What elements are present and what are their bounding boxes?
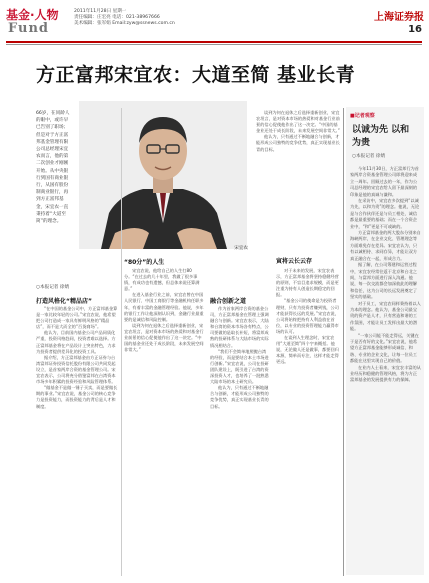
paragraph: 对于员工，宋宜农同样秉持着以人为本的理念。他认为，基金公司最宝贵的资产是人才，只有营造和谐的工作氛围，才能让员工发挥出最大的潜能。 xyxy=(350,300,421,332)
sidebar-divider xyxy=(343,108,344,576)
section-body-2 xyxy=(124,268,204,574)
sidebar-body xyxy=(350,166,421,571)
paragraph: 今年11月30日，方正富邦行为首家两岸合资基金管理公司即将迎来成立一周年。回顾过去的一年，作为公司总经理的宋宜农给人留下最深刻的印象是他的真诚与谦和。 xyxy=(350,166,419,197)
section-body-4 xyxy=(276,268,340,574)
paragraph: 对于未来的发展，宋宜农表示，方正富邦基金将坚持稳健经营的原则，不盲目追求规模，而是更注重为持有人创造长期稳定的回报。 xyxy=(276,268,339,298)
meta-email: 美术编辑：张军娟 Email:zyw@ssnews.com.cn xyxy=(74,21,175,26)
section-body-3 xyxy=(210,306,270,574)
section-body-3-top xyxy=(256,110,340,250)
paragraph: 谈到为何在退休之后选择重新创业，宋宜农坦言，是对资本市场的热爱和对基金行业前景的信心促使他作出了这一决定。“中国的基金业还处于成长阶段，未来发展空间非常大。” xyxy=(124,322,204,353)
paragraph: “基金公司的使命是为投资者理财，只有为投资者赚到钱，公司才能获得长远的发展。”宋宜农说，公司将始终把持有人利益放在首位，以专业的投资管理能力赢得市场的认可。 xyxy=(276,298,339,334)
meta-date: 2011年11月28日 星期一 xyxy=(74,9,127,14)
article-title: 方正富邦宋宜农：大道至简 基业长青 xyxy=(36,64,356,86)
paragraph: 他认为，只有通过不断地融合与创新，才能形成公司独特的竞争优势，真正实现基业长青的目标。 xyxy=(210,385,269,409)
meta-editor: 责任编辑：庄宏亮 电话：021-38967666 xyxy=(74,15,160,20)
section-heading-2: “80分”的人生 xyxy=(124,259,165,266)
paragraph: 他认为，目前国内基金公司产品同质化严重，投资风格趋同，投资者难以选择。方正富邦基金将在产品设计上突出特色，力求为投资者提供差异化的投资工具。 xyxy=(36,330,116,354)
paragraph: 在业内人士看来，宋宜农丰富的从业经历和稳健的管理风格，将为方正富邦基金的发展提供有力的保障。 xyxy=(350,364,421,383)
portrait-photo xyxy=(79,101,247,249)
paragraph: 在谈到人生理念时，宋宜农用“大道至简”四个字来概括。他说，无论做人还是做事，都要回归本源，简单而专注，这样才能走得更远。 xyxy=(276,335,339,365)
paragraph: 作为首家两岸合资的基金公司，方正富邦基金在管理上强调融合与创新。宋宜农表示，大陆和台湾的资本市场各有特点，公司要做的是取长补短，将富邦成熟的投研体系与大陆市场的实际情况相结合。 xyxy=(210,306,269,348)
section-name: 基金·人物 xyxy=(6,8,59,22)
paragraph: 在采访中，宋宜农多次提到“以诚为先，以和为贵”的理念。他说，无论是与合作伙伴还是与员工相处，诚信都是最重要的基础；而在一个合资企业中，“和”更是不可或缺的。 xyxy=(350,198,420,229)
article-intro: 66岁，在同龄人的眼中，或许早已告别了职场；但是对于方正富邦基金管理有限公司总经理宋宜农而言，他的第二次创业才刚刚开始。从中央银行到国有商业银行，从国有股份制商业银行，再到方正富邦基金，宋宜农一直秉持着“大道至简”的理念。 xyxy=(36,111,70,225)
sidebar-title: 以诚为先 以和为贵 xyxy=(352,125,410,148)
section-body-1 xyxy=(36,306,118,574)
paragraph: 宋宜农说，他给自己的人生打80分。“在过去的几十年里，我做了很多事情，有成功也有遗憾，但总体来说还算满意。” xyxy=(124,268,200,292)
section-heading-4: 寅将云长云存 xyxy=(276,258,313,265)
paragraph: 方正富邦基金的两大股东分别来自海峡两岸，在企业文化、管理理念等方面难免存在差异。宋宜农认为，只有以诚相待、求同存异，才能让双方真正融合在一起，形成合力。 xyxy=(350,230,421,261)
section-heading-3: 融合创新之道 xyxy=(210,298,247,305)
edition-meta xyxy=(74,9,264,27)
sidebar-author: ○本报记者 徐婧 xyxy=(352,154,386,159)
section-heading-1: 打造风格化“精品店” xyxy=(36,298,92,305)
page-number: 16 xyxy=(408,24,422,35)
paragraph: 谈到为何在退休之后选择重新创业，宋宜农坦言，是对资本市场的热爱和对基金行业前景的信心促使他作出了这一决定。“中国的基金业还处于成长阶段，未来发展空间非常大。” xyxy=(256,110,340,134)
header-rule xyxy=(6,41,422,43)
paragraph: 据介绍，方正富邦基金由方正证券与台湾富邦证券投资信托股份有限公司共同发起设立，是首家两岸合资的基金管理公司。宋宜农表示，公司将充分借鉴富邦在台湾资本市场多年积累的投资经验和风险管理体系。 xyxy=(36,354,116,385)
newspaper-brand: 上海证券报 xyxy=(374,12,424,23)
paragraph: 据了解，在公司筹建和运营过程中，宋宜农经常往返于北京和台北之间，与富邦方面进行深入沟通。他说，每一次交流都会加深彼此的理解和信任，这为公司的长远发展奠定了坚实的基础。 xyxy=(350,262,418,300)
header-rule-thin xyxy=(6,44,422,45)
paragraph: “我们不会简单地照搬台湾的经验，而是要结合本土市场进行创新。”宋宜农说，公司在投研团队建设上，既引进了台湾的资深投资人才，也培养了一批熟悉大陆市场的本土研究员。 xyxy=(210,348,269,385)
paragraph: “在中国的基金公司中，方正富邦基金算是一家比较年轻的公司。”宋宜农说，他希望把公司打造成一家具有鲜明风格的“精品店”，而不是大而全的“百货商场”。 xyxy=(36,306,118,330)
paragraph: “做基金不是做一锤子买卖，而是要做长期的事业。”宋宜农说，基金公司的核心竞争力是投资能力，而投资能力的背后是人才和制度。 xyxy=(36,385,118,409)
column-divider xyxy=(121,108,122,576)
sidebar-tag: ■记者观察 xyxy=(350,113,375,119)
article-author: ○本报记者 徐婧 xyxy=(36,285,70,290)
section-name-en: Fund xyxy=(8,21,49,36)
paragraph: 他认为，只有通过不断地融合与创新，才能形成公司独特的竞争优势，真正实现基业长青的目标。 xyxy=(256,134,340,152)
portrait-illustration xyxy=(79,101,247,249)
page-header xyxy=(6,6,424,40)
paragraph: 在进入基金行业之前，宋宜农曾在中国人民银行、中国工商银行等金融机构任职多年，有着丰富的金融管理经验。他说，多年的银行工作让他深刻认识到，金融行业最重要的是诚信和风险控制。 xyxy=(124,292,204,322)
paragraph: “一家公司能不能走得远，关键在于是否有好的文化。”宋宜农说，他希望方正富邦基金能够形成诚信、和谐、专业的企业文化，让每一位员工都能在这里实现自己的价值。 xyxy=(350,332,419,364)
photo-caption: 宋宜农 xyxy=(234,246,248,251)
